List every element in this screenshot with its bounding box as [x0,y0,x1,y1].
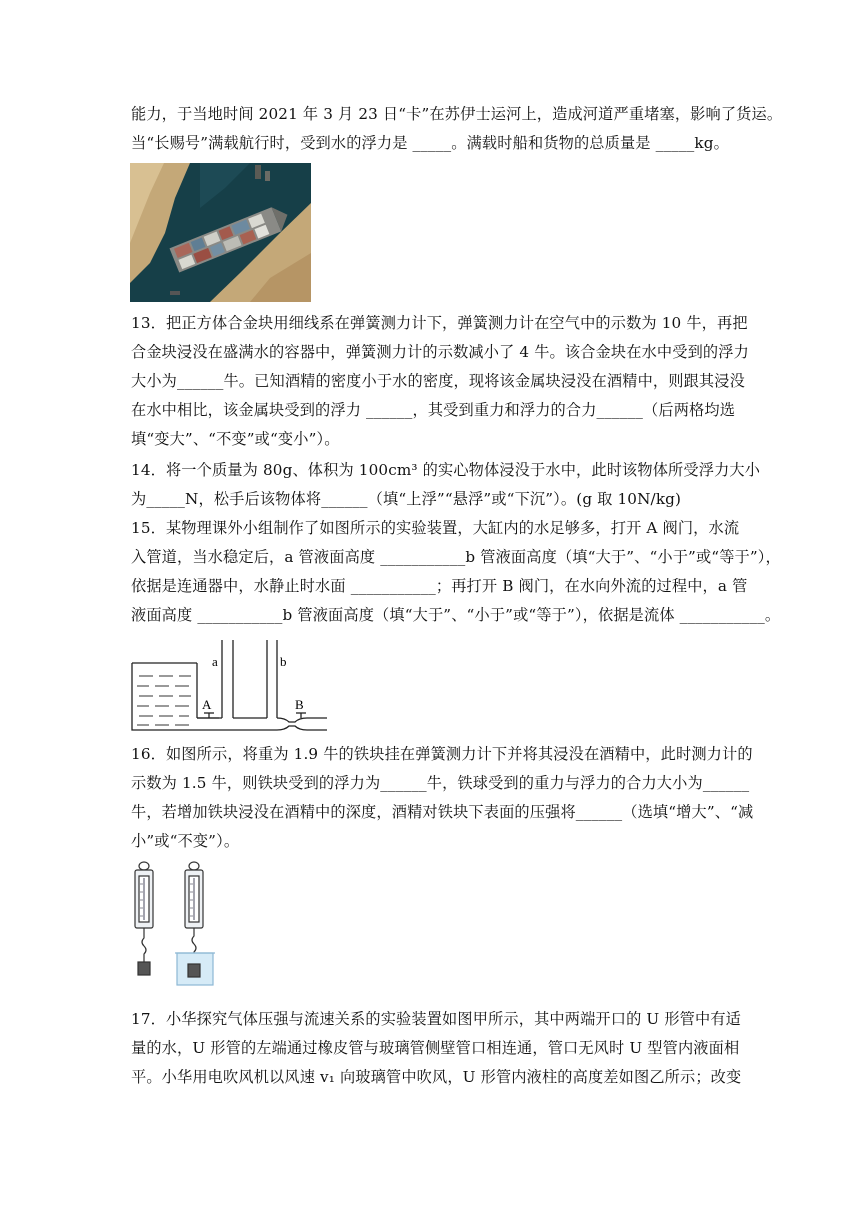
text-line-8: 14．将一个质量为 80g、体积为 100cm³ 的实心物体浸没于水中，此时该物体所受浮力大小 [131,461,761,479]
water-hatching [137,676,191,725]
text-line-3: 13．把正方体合金块用细线系在弹簧测力计下，弹簧测力计在空气中的示数为 10 牛，再把 [131,314,748,332]
tube-a-label: a [212,654,218,669]
text-line-15: 示数为 1.5 牛，则铁块受到的浮力为______牛，铁球受到的重力与浮力的合力大小为______ [131,774,750,792]
text-line-9: 为_____N，松手后该物体将______（填“上浮”“悬浮”或“下沉”）。(g 取 10N/kg) [131,490,682,508]
text-line-6: 在水中相比，该金属块受到的浮力 ______，其受到重力和浮力的合力______（后两格均选 [131,401,736,419]
text-line-17: 小”或“不变”）。 [131,832,240,850]
text-line-7: 填“变大”、“不变”或“变小”）。 [131,430,340,448]
connected-vessel-diagram [127,638,329,736]
ship-satellite-image [130,163,311,302]
text-line-19: 量的水，U 形管的左端通过橡皮管与玻璃管侧壁管口相连通，管口无风时 U 型管内液面相 [131,1039,740,1057]
text-line-2: 当“长赐号”满载航行时，受到水的浮力是 _____。满载时船和货物的总质量是 _____kg。 [131,134,729,152]
text-line-4: 合金块浸没在盛满水的容器中，弹簧测力计的示数减小了 4 牛。该合金块在水中受到的浮力 [131,343,749,361]
text-line-14: 16．如图所示，将重为 1.9 牛的铁块挂在弹簧测力计下并将其浸没在酒精中，此时测力计的 [131,745,753,763]
valve-b-label: B [295,697,304,712]
text-line-13: 液面高度 ___________b 管液面高度（填“大于”、“小于”或“等于”），依据是流体 ___________。 [131,606,781,624]
valve-a-label: A [202,697,212,712]
text-line-11: 入管道，当水稳定后，a 管液面高度 ___________b 管液面高度（填“大于”、“小于”或“等于”）， [131,548,781,566]
text-line-16: 牛，若增加铁块浸没在酒精中的深度，酒精对铁块下表面的压强将______（选填“增大”、“减 [131,803,754,821]
tube-b-label: b [280,654,287,669]
text-line-20: 平。小华用电吹风机以风速 v₁ 向玻璃管中吹风，U 形管内液柱的高度差如图乙所示；改变 [131,1068,742,1086]
text-line-1: 能力，于当地时间 2021 年 3 月 23 日“卡”在苏伊士运河上，造成河道严重堵塞，影响了货运。 [131,105,783,123]
spring-scale-diagram [127,860,243,990]
text-line-5: 大小为______牛。已知酒精的密度小于水的密度，现将该金属块浸没在酒精中，则跟其浸没 [131,372,745,390]
text-line-18: 17．小华探究气体压强与流速关系的实验装置如图甲所示，其中两端开口的 U 形管中有适 [131,1010,742,1028]
text-line-12: 依据是连通器中，水静止时水面 ___________；再打开 B 阀门，在水向外流的过程中，a 管 [131,577,748,595]
text-line-10: 15．某物理课外小组制作了如图所示的实验装置，大缸内的水足够多，打开 A 阀门，水流 [131,519,740,537]
